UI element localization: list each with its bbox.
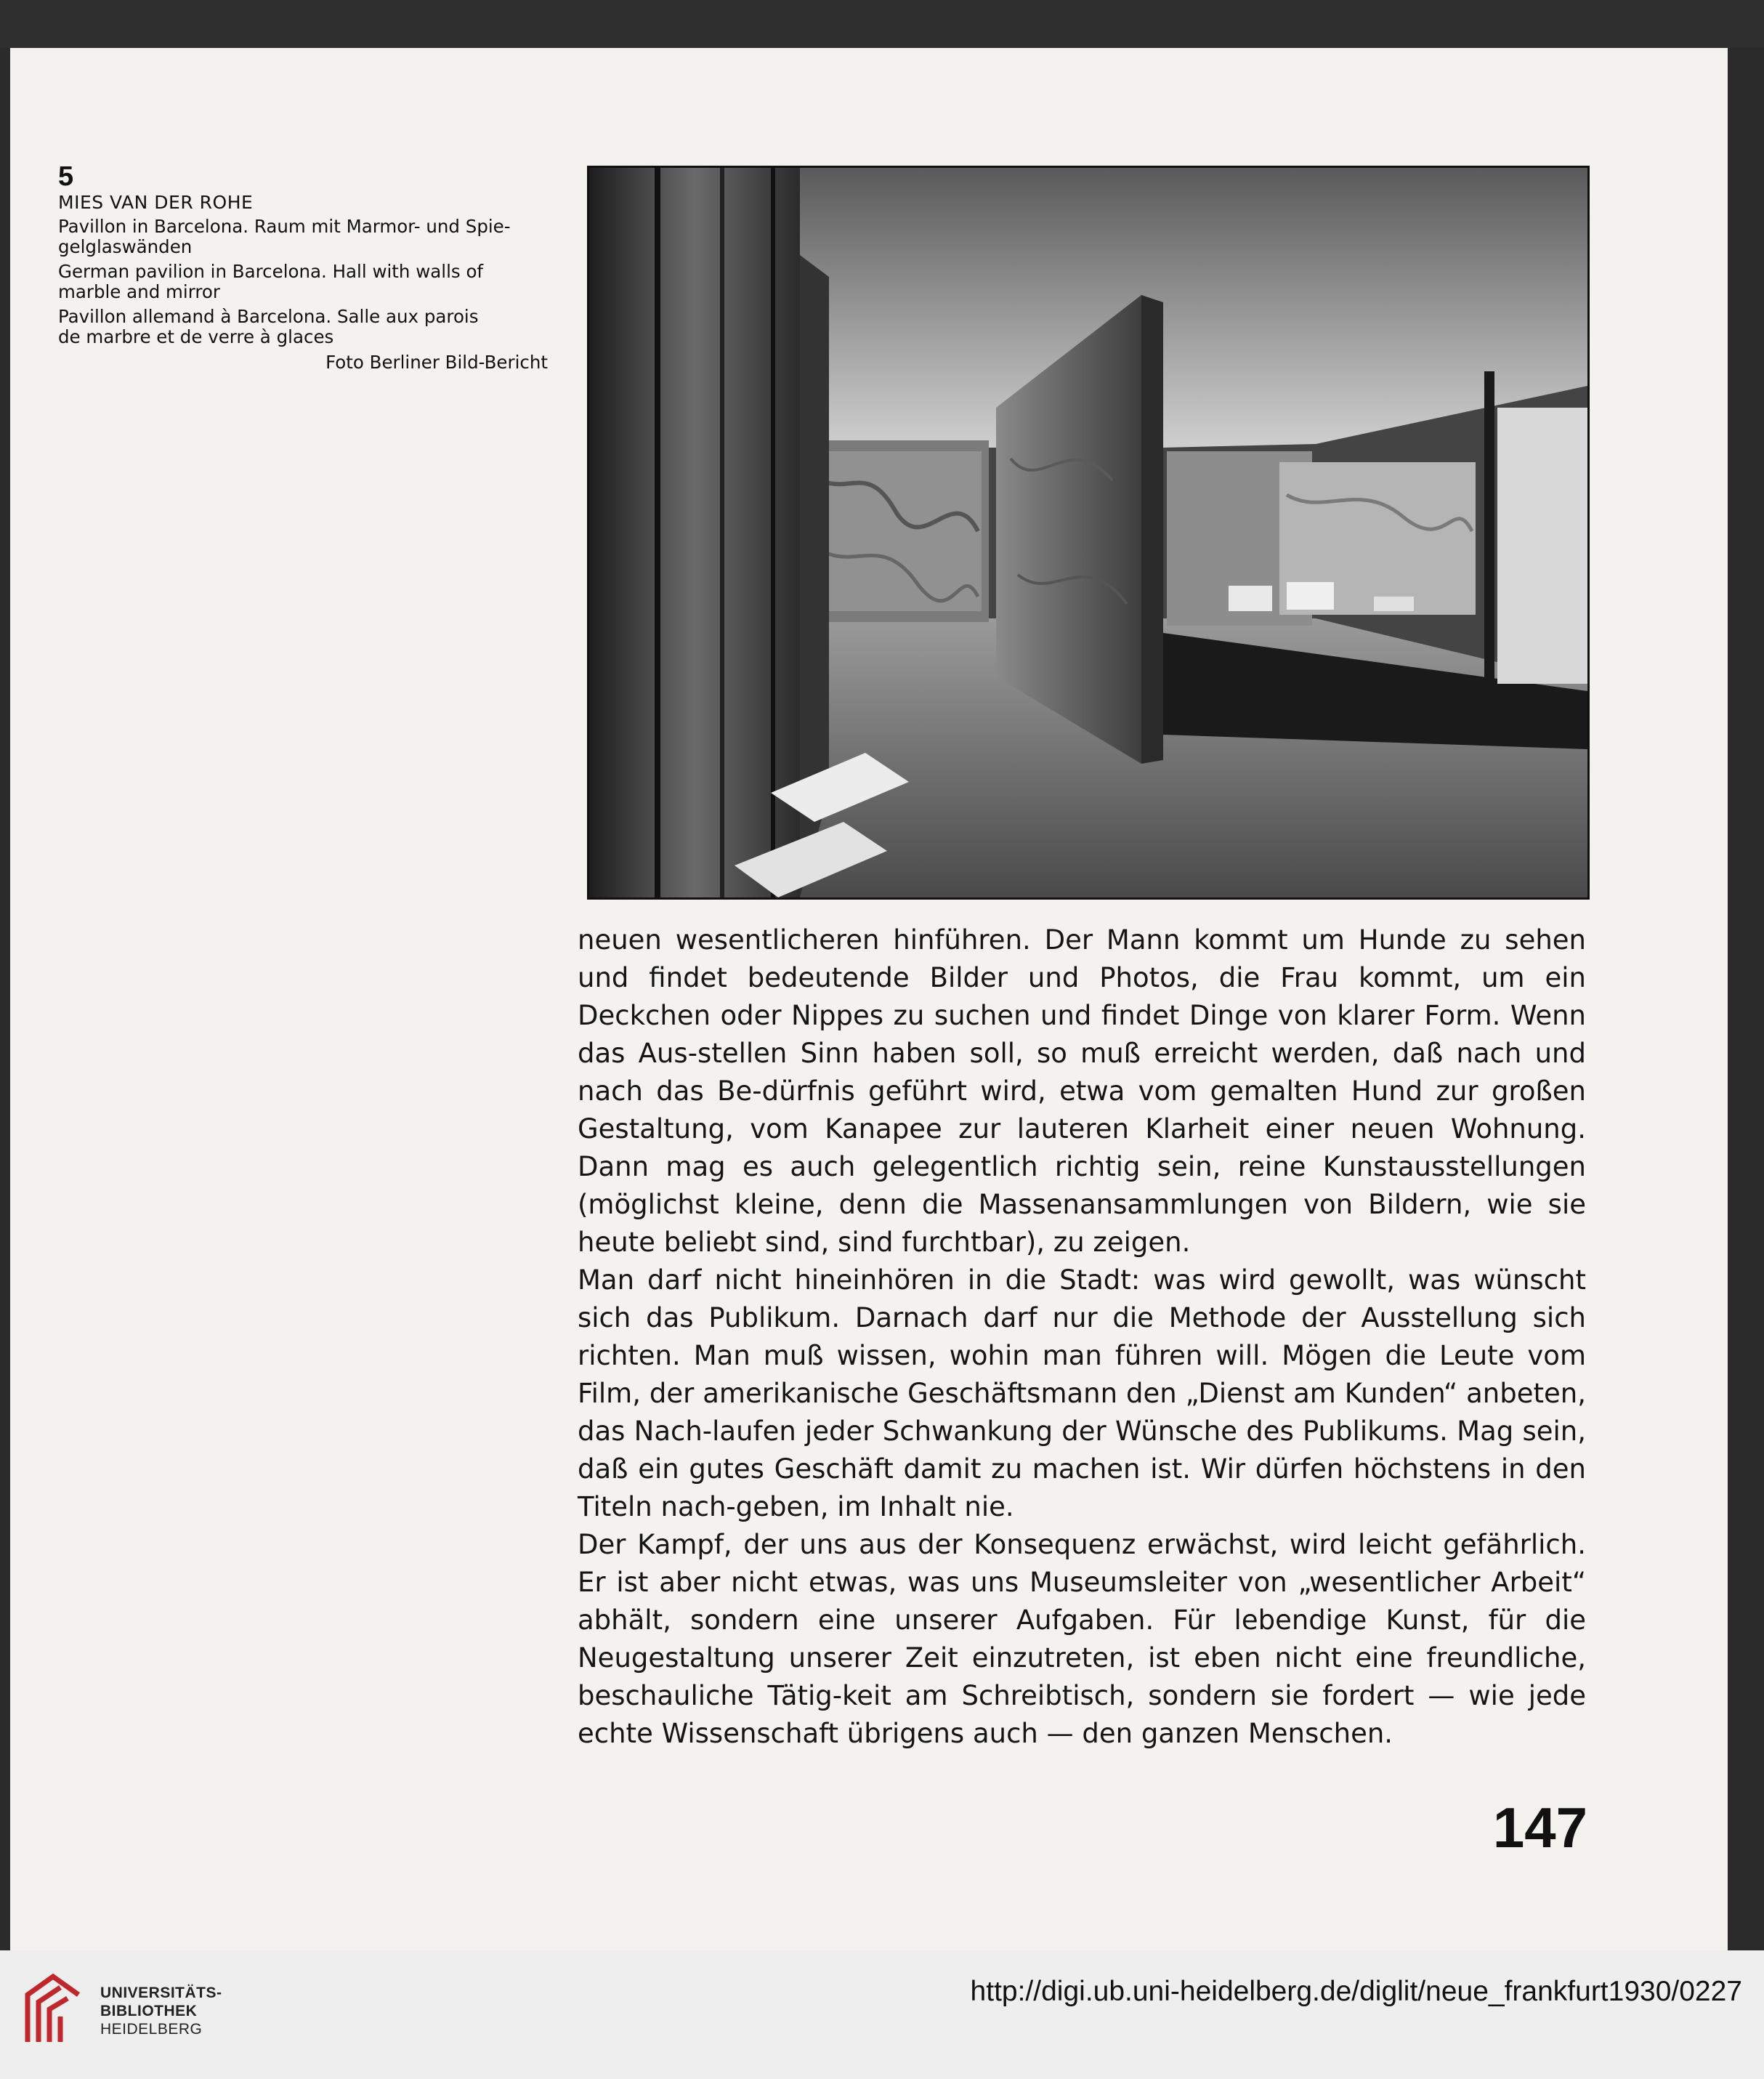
library-logo-drawing — [20, 1969, 86, 2049]
figure-caption — [58, 161, 548, 374]
caption-title: MIES VAN DER ROHE — [58, 192, 254, 213]
library-logo-icon — [20, 1969, 86, 2049]
source-url-link[interactable]: http://digi.ub.uni-heidelberg.de/diglit/neue_frankfurt1930/0227 — [970, 1976, 1742, 2007]
pavilion-photo — [587, 166, 1590, 900]
library-name — [100, 1984, 222, 2038]
caption-english — [58, 262, 548, 302]
caption-french-line: Pavillon allemand à Barcelona. Salle aux parois — [58, 306, 479, 327]
caption-french-line: de marbre et de verre à glaces — [58, 326, 334, 347]
library-name-line: UNIVERSITÄTS- — [100, 1985, 222, 2001]
caption-german — [58, 217, 548, 257]
scan-background-right — [1728, 48, 1764, 1950]
caption-english-line: marble and mirror — [58, 281, 220, 302]
pavilion-photo-drawing — [589, 168, 1587, 897]
body-paragraph: Man darf nicht hineinhören in die Stadt: was wird gewollt, was wünscht sich das Publikum. Darnach darf nur die Methode der Ausstellung sich richten. Man muß wissen, wohin man führen will. Mögen die Leute vom Film, der amerikanische Geschäftsmann den „Dienst am Kunden“ anbeten, das Nach-laufen jeder Schwankung der Wünsche des Publikums. Mag sein, daß ein gutes Geschäft damit zu machen ist. Wir dürfen höchstens in den Titeln nach-geben, im Inhalt nie. — [578, 1264, 1586, 1522]
caption-english-line: German pavilion in Barcelona. Hall with walls of — [58, 261, 484, 282]
scan-background-top — [0, 0, 1764, 48]
body-text — [578, 921, 1586, 1753]
photo-credit: Foto Berliner Bild-Bericht — [325, 352, 548, 373]
caption-french — [58, 307, 548, 347]
library-name-line: BIBLIOTHEK — [100, 2003, 198, 2019]
digitization-footer — [0, 1950, 1764, 2079]
page-number: 147 — [1492, 1796, 1587, 1860]
figure-number: 5 — [58, 161, 74, 192]
body-paragraph: Der Kampf, der uns aus der Konsequenz erwächst, wird leicht gefährlich. Er ist aber nicht etwas, was uns Museumsleiter von „wesentlicher Arbeit“ abhält, sondern eine unserer Aufgaben. Für lebendige Kunst, für die Neugestaltung unserer Zeit einzutreten, ist eben nicht eine freundliche, beschauliche Tätig-keit am Schreibtisch, sondern sie fordert — wie jede echte Wissenschaft übrigens auch — den ganzen Menschen. — [578, 1529, 1586, 1749]
caption-german-line: Pavillon in Barcelona. Raum mit Marmor- und Spie- — [58, 216, 511, 237]
caption-german-line: gelglaswänden — [58, 236, 193, 257]
library-name-line: HEIDELBERG — [100, 2021, 203, 2038]
body-paragraph: neuen wesentlicheren hinführen. Der Mann kommt um Hunde zu sehen und findet bedeutende Bilder und Photos, die Frau kommt, um ein Deckchen oder Nippes zu suchen und findet Dinge von klarer Form. Wenn das Aus-stellen Sinn haben soll, so muß erreicht werden, daß nach und nach das Be-dürfnis geführt wird, etwa vom gemalten Hund zur großen Gestaltung, vom Kanapee zur lauteren Klarheit einer neuen Wohnung. Dann mag es auch gelegentlich richtig sein, reine Kunstausstellungen (möglichst kleine, denn die Massenansammlungen von Bildern, wie sie heute beliebt sind, sind furchtbar), zu zeigen. — [578, 924, 1586, 1258]
